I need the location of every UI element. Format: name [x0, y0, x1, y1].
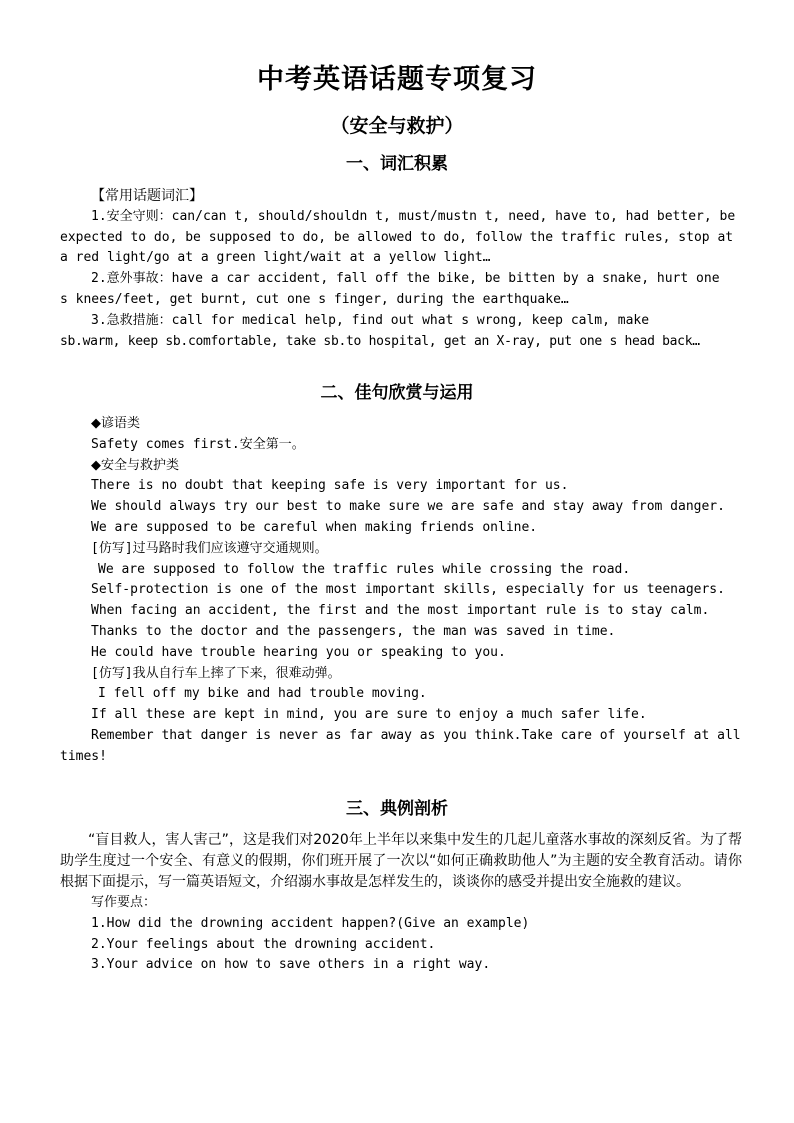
sentence-line: times!: [60, 748, 107, 764]
sentence-line: We should always try our best to make sure we are safe and stay away from danger.: [91, 499, 725, 515]
imitation-answer: We are supposed to follow the traffic rules while crossing the road.: [98, 561, 631, 577]
sentence-line: We are supposed to be careful when making friends online.: [91, 519, 538, 535]
page-title: 中考英语话题专项复习: [257, 64, 537, 95]
sentence-line: There is no doubt that keeping safe is very important for us.: [91, 478, 569, 494]
category-proverb: ◆谚语类: [91, 416, 140, 431]
vocabulary-line: expected to do, be supposed to do, be allowed to do, follow the traffic rules, stop at: [60, 229, 734, 245]
writing-point: 3.Your advice on how to save others in a right way.: [91, 957, 491, 973]
sentence-line: When facing an accident, the first and the most important rule is to stay calm.: [91, 603, 710, 619]
vocabulary-line: a red light/go at a green light/wait at a yellow light…: [60, 250, 491, 266]
proverb-line: Safety comes first.安全第一。: [91, 436, 305, 452]
vocabulary-line: 3.急救措施：call for medical help, find out what s wrong, keep calm, make: [91, 312, 650, 328]
vocabulary-tag: 【常用话题词汇】: [91, 188, 203, 204]
sentence-line: Thanks to the doctor and the passengers, the man was saved in time.: [91, 623, 616, 639]
imitation-prompt: [仿写]过马路时我们应该遵守交通规则。: [91, 540, 328, 556]
vocabulary-line: 1.安全守则：can/can t, should/shouldn t, must/mustn t, need, have to, had better, be: [91, 208, 736, 224]
sentences-block: [60, 414, 742, 768]
sentence-line: Remember that danger is never as far away as you think.Take care of yourself at all: [91, 727, 741, 743]
imitation-answer: I fell off my bike and had trouble moving.: [98, 686, 427, 702]
vocabulary-line: sb.warm, keep sb.comfortable, take sb.to hospital, get an X-ray, put one s head back…: [60, 333, 700, 349]
section-heading-sentences: 二、佳句欣赏与运用: [320, 383, 474, 403]
vocabulary-line: 2.意外事故：have a car accident, fall off the bike, be bitten by a snake, hurt one: [91, 271, 720, 287]
vocabulary-block: [60, 186, 742, 352]
sentence-line: He could have trouble hearing you or speaking to you.: [91, 644, 506, 660]
vocabulary-line: s knees/feet, get burnt, cut one s finger, during the earthquake…: [60, 291, 569, 307]
sentence-line: If all these are kept in mind, you are sure to enjoy a much safer life.: [91, 707, 647, 723]
page-subtitle: （安全与救护）: [330, 115, 464, 137]
example-prompt-paragraph: “盲目救人，害人害己”，这是我们对2020年上半年以来集中发生的几起儿童落水事故的深刻反省。为了帮助学生度过一个安全、有意义的假期，你们班开展了一次以“如何正确救助他人”为主题的安全教育活动。请你根据下面提示，写一篇英语短文，介绍溺水事故是怎样发生的，谈谈你的感受并提出安全施救的建议。: [60, 832, 742, 890]
imitation-prompt: [仿写]我从自行车上摔了下来，很难动弹。: [91, 665, 341, 681]
sentence-line: Self-protection is one of the most important skills, especially for us teenagers.: [91, 582, 725, 598]
category-safety: ◆安全与救护类: [91, 457, 179, 473]
writing-point: 2.Your feelings about the drowning accident.: [91, 936, 436, 952]
section-heading-vocabulary: 一、词汇积累: [346, 154, 448, 174]
example-block: [60, 830, 742, 976]
writing-point: 1.How did the drowning accident happen?(Give an example): [91, 915, 530, 931]
writing-points-label: 写作要点：: [91, 895, 157, 910]
section-heading-example: 三、典例剖析: [346, 799, 448, 819]
